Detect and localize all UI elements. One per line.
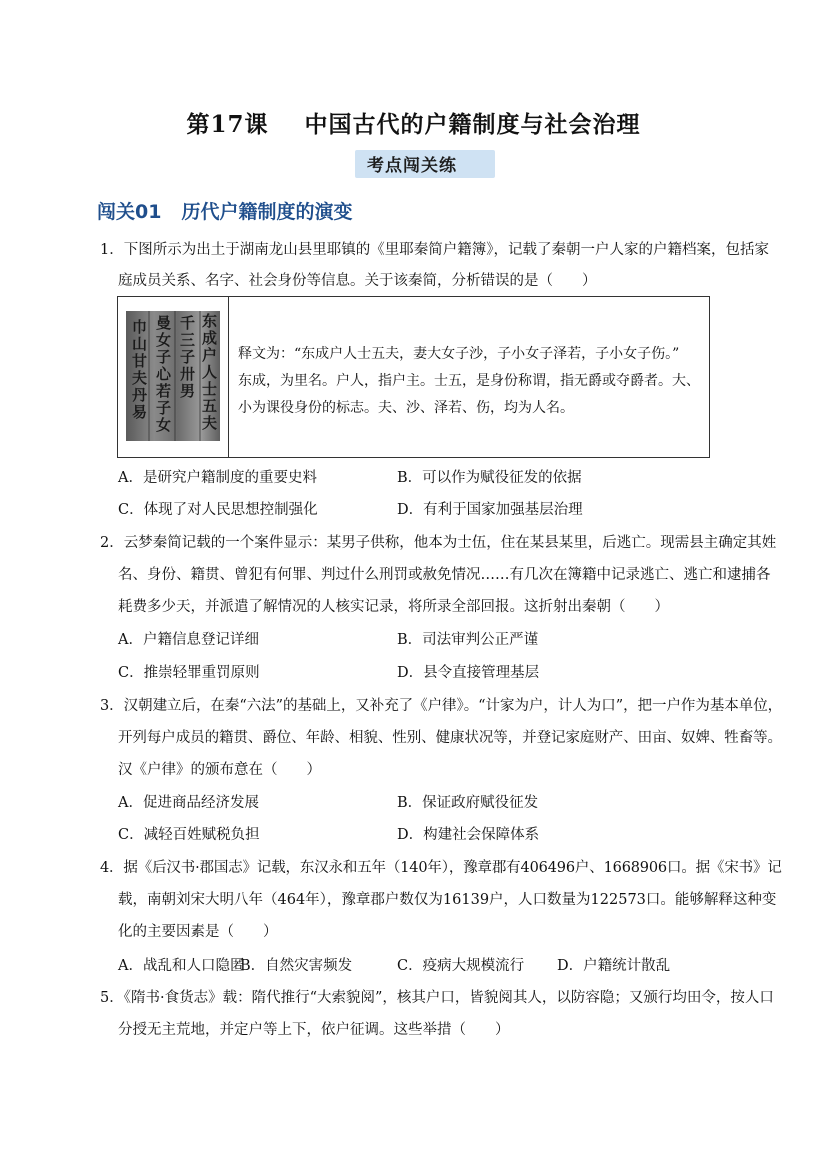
question-line: 5．《隋书·食货志》载：隋代推行“大索貌阅”，核其户口，皆貌阅其人，以防容隐；又颁行均田令，按人口 <box>100 990 774 1006</box>
option-d[interactable]: D．户籍统计散乱 <box>557 958 671 974</box>
transcription-text <box>238 341 700 422</box>
option-d[interactable]: D．有利于国家加强基层治理 <box>397 502 583 518</box>
option-d[interactable]: D．构建社会保障体系 <box>397 827 540 843</box>
transcription-line: 释文为：“东成户人士五夫，妻大女子沙，子小女子泽若，子小女子伤。” <box>238 346 680 362</box>
source-table <box>117 296 710 458</box>
question-line: 化的主要因素是（ ） <box>118 924 278 940</box>
practice-badge <box>355 150 495 178</box>
option-a[interactable]: A．战乱和人口隐匿 <box>118 958 245 974</box>
slip-glyph-column: 曼女子心若子女 <box>156 314 172 434</box>
transcription-line: 小为课役身份的标志。夫、沙、泽若、伤，均为人名。 <box>238 400 574 416</box>
option-a[interactable]: A．户籍信息登记详细 <box>118 632 259 648</box>
question-line: 载，南朝刘宋大明八年（464年），豫章郡户数仅为16139户，人口数量为122573口。能够解释这种变 <box>118 892 777 908</box>
section-title: 历代户籍制度的演变 <box>181 201 353 223</box>
question-line: 3．汉朝建立后，在秦“六法”的基础上，又补充了《户律》。“计家为户，计人为口”，把一户作为基本单位， <box>100 698 783 714</box>
option-b[interactable]: B．可以作为赋役征发的依据 <box>397 470 582 486</box>
section-label: 闯关01 <box>97 201 162 223</box>
slip-glyph-column: 巾山甘夫丹易 <box>132 318 148 421</box>
option-c[interactable]: C．体现了对人民思想控制强化 <box>118 502 318 518</box>
page-title <box>0 106 827 139</box>
lesson-title: 中国古代的户籍制度与社会治理 <box>304 111 641 138</box>
question-line: 名、身份、籍贯、曾犯有何罪、判过什么刑罚或赦免情况……有几次在簿籍中记录逃亡、逃亡和逮捕各 <box>118 567 771 583</box>
question-line: 汉《户律》的颁布意在（ ） <box>118 762 321 778</box>
question-line: 开列每户成员的籍贯、爵位、年龄、相貌、性别、健康状况等，并登记家庭财产、田亩、奴婢、牲畜等。 <box>118 730 782 746</box>
question-line: 庭成员关系、名字、社会身份等信息。关于该秦简，分析错误的是（ ） <box>118 273 597 289</box>
section-heading <box>97 197 352 224</box>
question-line: 耗费多少天，并派遣了解情况的人核实记录，将所录全部回报。这折射出秦朝（ ） <box>118 599 669 615</box>
bamboo-slip-image <box>126 311 220 441</box>
option-d[interactable]: D．县令直接管理基层 <box>397 665 540 681</box>
option-c[interactable]: C．疫病大规模流行 <box>397 958 525 974</box>
option-b[interactable]: B．司法审判公正严谨 <box>397 632 539 648</box>
question-line: 4．据《后汉书·郡国志》记载，东汉永和五年（140年），豫章郡有406496户、1668906口。据《宋书》记 <box>100 860 782 876</box>
question-line: 2．云梦秦简记载的一个案件显示：某男子供称，他本为士伍，住在某县某里，后逃亡。现需县主确定其姓 <box>100 535 777 551</box>
lesson-label: 第17课 <box>186 111 269 138</box>
option-a[interactable]: A．是研究户籍制度的重要史料 <box>118 470 317 486</box>
option-c[interactable]: C．推崇轻罪重罚原则 <box>118 665 260 681</box>
option-b[interactable]: B．自然灾害频发 <box>240 958 353 974</box>
slip-glyph-column: 千三子卅男 <box>180 314 196 400</box>
option-b[interactable]: B．保证政府赋役征发 <box>397 795 539 811</box>
transcription-line: 东成，为里名。户人，指户主。士五，是身份称谓，指无爵或夺爵者。大、 <box>238 373 700 389</box>
badge-label: 考点闯关练 <box>367 156 457 176</box>
option-a[interactable]: A．促进商品经济发展 <box>118 795 259 811</box>
question-line: 分授无主荒地，并定户等上下，依户征调。这些举措（ ） <box>118 1022 510 1038</box>
option-c[interactable]: C．减轻百姓赋税负担 <box>118 827 260 843</box>
question-line: 1．下图所示为出土于湖南龙山县里耶镇的《里耶秦简户籍簿》，记载了秦朝一户人家的户籍档案，包括家 <box>100 242 769 258</box>
slip-glyph-column: 东成户人士五夫 <box>202 312 218 432</box>
